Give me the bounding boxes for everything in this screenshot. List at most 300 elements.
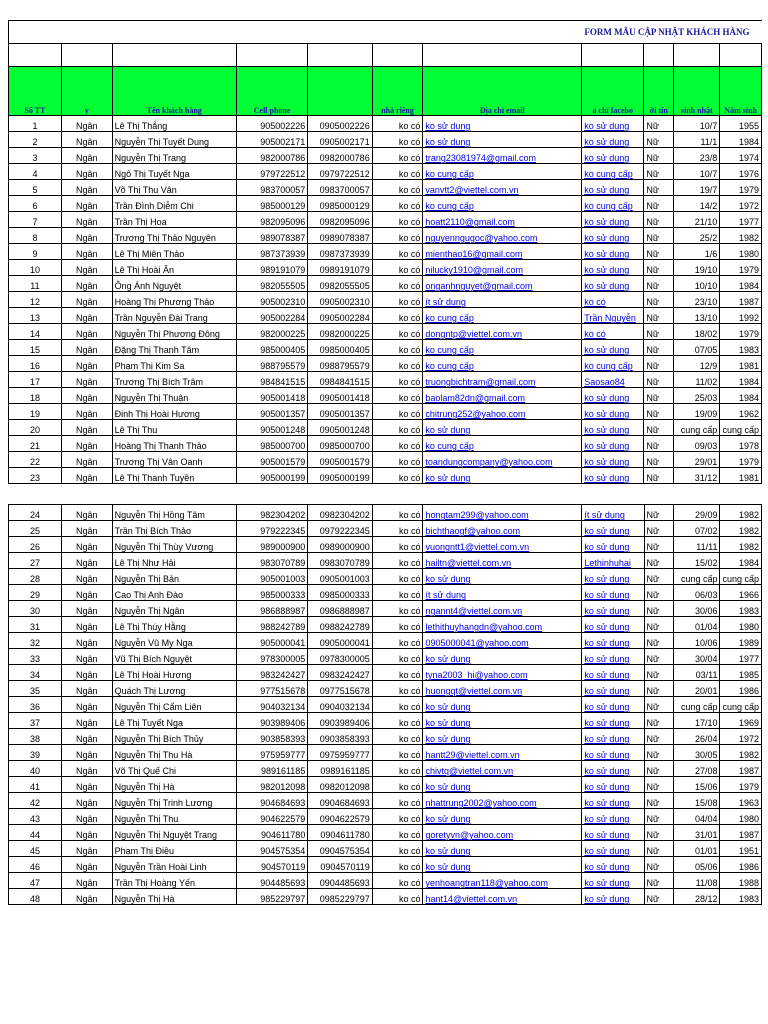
cell-cell-phone[interactable]: 905000041 [236, 633, 307, 649]
cell-y[interactable]: Ngân [61, 809, 112, 825]
cell-name[interactable]: Ông Ánh Nguyệt [112, 276, 236, 292]
cell-birth-year[interactable]: 1981 [720, 468, 762, 484]
cell-y[interactable]: Ngân [61, 276, 112, 292]
cell-birth-year[interactable]: 1977 [720, 649, 762, 665]
cell-birthday[interactable]: 30/04 [674, 649, 720, 665]
cell-phone-2[interactable]: 0982012098 [308, 777, 372, 793]
cell-cell-phone[interactable]: 904622579 [236, 809, 307, 825]
cell-phone-2[interactable]: 0978300005 [308, 649, 372, 665]
cell-stt[interactable]: 25 [9, 521, 62, 537]
cell-birthday[interactable]: 17/10 [674, 713, 720, 729]
cell-gender[interactable]: Nữ [644, 617, 674, 633]
cell-y[interactable]: Ngân [61, 292, 112, 308]
cell-email[interactable]: toandungcompany@yahoo.com [423, 452, 582, 468]
cell-y[interactable]: Ngân [61, 116, 112, 132]
cell-home[interactable]: ko có [372, 372, 423, 388]
cell-facebook[interactable]: ko sử dụng [582, 340, 644, 356]
cell-y[interactable]: Ngân [61, 601, 112, 617]
cell-facebook[interactable]: ko sử dụng [582, 521, 644, 537]
cell-name[interactable]: Trần Thị Bích Thảo [112, 521, 236, 537]
cell-birth-year[interactable]: 1986 [720, 857, 762, 873]
cell-name[interactable]: Nguyễn Thị Thu Hà [112, 745, 236, 761]
cell-birthday[interactable]: 23/10 [674, 292, 720, 308]
cell-stt[interactable]: 13 [9, 308, 62, 324]
cell-home[interactable]: ko có [372, 777, 423, 793]
cell-cell-phone[interactable]: 905001357 [236, 404, 307, 420]
cell-phone-2[interactable]: 0905000199 [308, 468, 372, 484]
cell-email[interactable]: nhattrung2002@yahoo.com [423, 793, 582, 809]
cell-cell-phone[interactable]: 982000225 [236, 324, 307, 340]
cell-gender[interactable]: Nữ [644, 521, 674, 537]
cell-stt[interactable]: 26 [9, 537, 62, 553]
cell-birth-year[interactable]: 1980 [720, 617, 762, 633]
cell-gender[interactable]: Nữ [644, 569, 674, 585]
cell-home[interactable]: ko có [372, 553, 423, 569]
cell-phone-2[interactable]: 0983700057 [308, 180, 372, 196]
cell-phone-2[interactable]: 0983242427 [308, 665, 372, 681]
cell-stt[interactable]: 41 [9, 777, 62, 793]
cell-y[interactable]: Ngân [61, 649, 112, 665]
cell-facebook[interactable]: ko sử dụng [582, 745, 644, 761]
cell-stt[interactable]: 14 [9, 324, 62, 340]
cell-stt[interactable]: 21 [9, 436, 62, 452]
cell-gender[interactable]: Nữ [644, 468, 674, 484]
cell-birthday[interactable]: 05/06 [674, 857, 720, 873]
cell-cell-phone[interactable]: 982095096 [236, 212, 307, 228]
cell-y[interactable]: Ngân [61, 164, 112, 180]
cell-email[interactable]: ko sử dụng [423, 468, 582, 484]
cell-name[interactable]: Nguyễn Thị Hồng Tâm [112, 505, 236, 521]
cell-birth-year[interactable]: 1985 [720, 665, 762, 681]
cell-facebook[interactable]: ko cung cấp [582, 196, 644, 212]
cell-birth-year[interactable]: 1969 [720, 713, 762, 729]
cell-home[interactable]: ko có [372, 713, 423, 729]
cell-phone-2[interactable]: 0904570119 [308, 857, 372, 873]
cell-birthday[interactable]: 31/01 [674, 825, 720, 841]
cell-email[interactable]: ít sử dụng [423, 292, 582, 308]
cell-stt[interactable]: 44 [9, 825, 62, 841]
cell-gender[interactable]: Nữ [644, 452, 674, 468]
cell-facebook[interactable]: Lethinhuhai [582, 553, 644, 569]
cell-birthday[interactable]: 18/02 [674, 324, 720, 340]
cell-birthday[interactable]: 23/8 [674, 148, 720, 164]
cell-y[interactable]: Ngân [61, 148, 112, 164]
cell-gender[interactable]: Nữ [644, 388, 674, 404]
cell-birth-year[interactable]: 1981 [720, 356, 762, 372]
cell-facebook[interactable]: ko sử dụng [582, 601, 644, 617]
cell-stt[interactable]: 11 [9, 276, 62, 292]
cell-home[interactable]: ko có [372, 649, 423, 665]
cell-birthday[interactable]: 11/1 [674, 132, 720, 148]
cell-birthday[interactable]: 19/09 [674, 404, 720, 420]
cell-phone-2[interactable]: 0905001003 [308, 569, 372, 585]
cell-cell-phone[interactable]: 905002310 [236, 292, 307, 308]
cell-facebook[interactable]: ko sử dụng [582, 617, 644, 633]
cell-gender[interactable]: Nữ [644, 825, 674, 841]
cell-gender[interactable]: Nữ [644, 372, 674, 388]
cell-stt[interactable]: 36 [9, 697, 62, 713]
cell-name[interactable]: Trương Thị Vân Oanh [112, 452, 236, 468]
cell-name[interactable]: Quách Thị Lương [112, 681, 236, 697]
cell-stt[interactable]: 32 [9, 633, 62, 649]
cell-gender[interactable]: Nữ [644, 340, 674, 356]
cell-birthday[interactable]: 20/01 [674, 681, 720, 697]
cell-phone-2[interactable]: 0985229797 [308, 889, 372, 905]
cell-home[interactable]: ko có [372, 404, 423, 420]
cell-name[interactable]: Đặng Thị Thanh Tâm [112, 340, 236, 356]
cell-facebook[interactable]: ko sử dụng [582, 809, 644, 825]
cell-birth-year[interactable]: 1980 [720, 244, 762, 260]
cell-y[interactable]: Ngân [61, 388, 112, 404]
cell-birthday[interactable]: 14/2 [674, 196, 720, 212]
cell-birthday[interactable]: 19/10 [674, 260, 720, 276]
cell-cell-phone[interactable]: 985000129 [236, 196, 307, 212]
cell-email[interactable]: 0905000041@yahoo.com [423, 633, 582, 649]
cell-gender[interactable]: Nữ [644, 148, 674, 164]
header-stt[interactable]: Số TT [9, 67, 62, 116]
header-phone-2[interactable] [308, 67, 372, 116]
cell-facebook[interactable]: ko sử dụng [582, 681, 644, 697]
cell-cell-phone[interactable]: 982012098 [236, 777, 307, 793]
cell-stt[interactable]: 34 [9, 665, 62, 681]
cell-cell-phone[interactable]: 988242789 [236, 617, 307, 633]
cell-home[interactable]: ko có [372, 617, 423, 633]
cell-cell-phone[interactable]: 978300005 [236, 649, 307, 665]
cell-phone-2[interactable]: 0982000786 [308, 148, 372, 164]
cell-name[interactable]: Phạm Thị Kim Sa [112, 356, 236, 372]
cell-home[interactable]: ko có [372, 420, 423, 436]
cell-email[interactable]: ko sử dụng [423, 841, 582, 857]
cell-home[interactable]: ko có [372, 697, 423, 713]
header-facebook[interactable]: a chỉ facebo [582, 67, 644, 116]
cell-email[interactable]: yenhoangtran118@yahoo.com [423, 873, 582, 889]
cell-birth-year[interactable]: 1986 [720, 681, 762, 697]
cell-stt[interactable]: 9 [9, 244, 62, 260]
cell-stt[interactable]: 5 [9, 180, 62, 196]
cell-birth-year[interactable]: 1992 [720, 308, 762, 324]
cell-home[interactable]: ko có [372, 729, 423, 745]
cell-facebook[interactable]: ko sử dụng [582, 841, 644, 857]
cell-stt[interactable]: 39 [9, 745, 62, 761]
cell-home[interactable]: ko có [372, 873, 423, 889]
cell-y[interactable]: Ngân [61, 537, 112, 553]
cell-facebook[interactable]: ko sử dụng [582, 889, 644, 905]
cell-home[interactable]: ko có [372, 809, 423, 825]
cell-stt[interactable]: 20 [9, 420, 62, 436]
cell-facebook[interactable]: ko sử dụng [582, 777, 644, 793]
cell-cell-phone[interactable]: 985000700 [236, 436, 307, 452]
cell-birth-year[interactable]: 1963 [720, 793, 762, 809]
cell-phone-2[interactable]: 0985000129 [308, 196, 372, 212]
cell-phone-2[interactable]: 0982055505 [308, 276, 372, 292]
cell-phone-2[interactable]: 0905002226 [308, 116, 372, 132]
cell-home[interactable]: ko có [372, 537, 423, 553]
cell-name[interactable]: Trương Thị Bích Trâm [112, 372, 236, 388]
cell-phone-2[interactable]: 0979222345 [308, 521, 372, 537]
cell-cell-phone[interactable]: 985229797 [236, 889, 307, 905]
header-gender[interactable]: ới tín [644, 67, 674, 116]
cell-email[interactable]: onganhnguyet@gmail.com [423, 276, 582, 292]
cell-cell-phone[interactable]: 904485693 [236, 873, 307, 889]
cell-name[interactable]: Nguyễn Thị Thuận [112, 388, 236, 404]
cell-facebook[interactable]: ko sử dụng [582, 468, 644, 484]
cell-cell-phone[interactable]: 985000405 [236, 340, 307, 356]
cell-birthday[interactable]: cung cấp [674, 697, 720, 713]
cell-home[interactable]: ko có [372, 196, 423, 212]
cell-home[interactable]: ko có [372, 308, 423, 324]
cell-cell-phone[interactable]: 905001579 [236, 452, 307, 468]
cell-stt[interactable]: 28 [9, 569, 62, 585]
cell-cell-phone[interactable]: 903858393 [236, 729, 307, 745]
cell-gender[interactable]: Nữ [644, 553, 674, 569]
cell-gender[interactable]: Nữ [644, 777, 674, 793]
cell-gender[interactable]: Nữ [644, 180, 674, 196]
cell-email[interactable]: nguyenngugoc@yahoo.com [423, 228, 582, 244]
cell-y[interactable]: Ngân [61, 697, 112, 713]
cell-birthday[interactable]: 07/05 [674, 340, 720, 356]
cell-y[interactable]: Ngân [61, 308, 112, 324]
cell-name[interactable]: Nguyễn Thị Trinh Lương [112, 793, 236, 809]
cell-name[interactable]: Nguyễn Thị Hà [112, 777, 236, 793]
cell-name[interactable]: Đinh Thị Hoài Hương [112, 404, 236, 420]
cell-email[interactable]: nilucky1910@gmail.com [423, 260, 582, 276]
cell-facebook[interactable]: ko có [582, 292, 644, 308]
cell-cell-phone[interactable]: 984841515 [236, 372, 307, 388]
cell-gender[interactable]: Nữ [644, 324, 674, 340]
cell-cell-phone[interactable]: 987373939 [236, 244, 307, 260]
cell-y[interactable]: Ngân [61, 777, 112, 793]
cell-home[interactable]: ko có [372, 601, 423, 617]
cell-birthday[interactable]: 25/03 [674, 388, 720, 404]
cell-y[interactable]: Ngân [61, 617, 112, 633]
cell-phone-2[interactable]: 0903858393 [308, 729, 372, 745]
cell-y[interactable]: Ngân [61, 356, 112, 372]
cell-y[interactable]: Ngân [61, 372, 112, 388]
cell-facebook[interactable]: ko sử dụng [582, 148, 644, 164]
cell-facebook[interactable]: ko sử dụng [582, 132, 644, 148]
header-y[interactable]: y [61, 67, 112, 116]
cell-facebook[interactable]: ko sử dụng [582, 649, 644, 665]
cell-phone-2[interactable]: 0982000225 [308, 324, 372, 340]
cell-y[interactable]: Ngân [61, 729, 112, 745]
cell-y[interactable]: Ngân [61, 745, 112, 761]
cell-email[interactable]: ko cung cấp [423, 356, 582, 372]
cell-birthday[interactable]: 15/02 [674, 553, 720, 569]
cell-y[interactable]: Ngân [61, 260, 112, 276]
cell-facebook[interactable]: ko cung cấp [582, 164, 644, 180]
cell-birth-year[interactable]: 1983 [720, 601, 762, 617]
cell-gender[interactable]: Nữ [644, 404, 674, 420]
cell-stt[interactable]: 24 [9, 505, 62, 521]
cell-phone-2[interactable]: 0987373939 [308, 244, 372, 260]
cell-facebook[interactable]: ko sử dụng [582, 452, 644, 468]
cell-email[interactable]: ko cung cấp [423, 308, 582, 324]
cell-birthday[interactable]: 10/7 [674, 164, 720, 180]
cell-home[interactable]: ko có [372, 356, 423, 372]
cell-cell-phone[interactable]: 904575354 [236, 841, 307, 857]
cell-birthday[interactable]: 11/02 [674, 372, 720, 388]
cell-phone-2[interactable]: 0905002171 [308, 132, 372, 148]
cell-email[interactable]: hongtam299@yahoo.com [423, 505, 582, 521]
cell-y[interactable]: Ngân [61, 873, 112, 889]
cell-y[interactable]: Ngân [61, 857, 112, 873]
cell-birth-year[interactable]: 1984 [720, 276, 762, 292]
cell-cell-phone[interactable]: 983242427 [236, 665, 307, 681]
cell-facebook[interactable]: ko sử dụng [582, 116, 644, 132]
cell-stt[interactable]: 29 [9, 585, 62, 601]
cell-birth-year[interactable]: 1979 [720, 777, 762, 793]
cell-cell-phone[interactable]: 982304202 [236, 505, 307, 521]
cell-cell-phone[interactable]: 975959777 [236, 745, 307, 761]
cell-birth-year[interactable]: 1955 [720, 116, 762, 132]
header-home[interactable]: nhà riêng [372, 67, 423, 116]
cell-home[interactable]: ko có [372, 180, 423, 196]
cell-cell-phone[interactable]: 905002171 [236, 132, 307, 148]
cell-phone-2[interactable]: 0985000405 [308, 340, 372, 356]
cell-y[interactable]: Ngân [61, 889, 112, 905]
cell-cell-phone[interactable]: 905002226 [236, 116, 307, 132]
cell-birth-year[interactable]: 1988 [720, 873, 762, 889]
cell-facebook[interactable]: ko sử dụng [582, 857, 644, 873]
cell-birthday[interactable]: 1/6 [674, 244, 720, 260]
cell-birthday[interactable]: 03/11 [674, 665, 720, 681]
cell-home[interactable]: ko có [372, 452, 423, 468]
cell-birth-year[interactable]: 1982 [720, 745, 762, 761]
cell-birthday[interactable]: 11/08 [674, 873, 720, 889]
cell-name[interactable]: Lê Thị Hoài Hương [112, 665, 236, 681]
cell-y[interactable]: Ngân [61, 825, 112, 841]
cell-cell-phone[interactable]: 905002284 [236, 308, 307, 324]
cell-phone-2[interactable]: 0985000333 [308, 585, 372, 601]
cell-birth-year[interactable]: 1982 [720, 521, 762, 537]
cell-facebook[interactable]: ko cung cấp [582, 356, 644, 372]
cell-birth-year[interactable]: 1976 [720, 164, 762, 180]
cell-cell-phone[interactable]: 982000786 [236, 148, 307, 164]
cell-email[interactable]: chivtq@viettel.com.vn [423, 761, 582, 777]
cell-facebook[interactable]: ko có [582, 324, 644, 340]
cell-birthday[interactable]: cung cấp [674, 420, 720, 436]
cell-name[interactable]: Cao Thị Anh Đào [112, 585, 236, 601]
cell-email[interactable]: vanvtt2@viettel.com.vn [423, 180, 582, 196]
cell-email[interactable]: huongqt@viettel.com.vn [423, 681, 582, 697]
cell-stt[interactable]: 38 [9, 729, 62, 745]
cell-home[interactable]: ko có [372, 681, 423, 697]
cell-y[interactable]: Ngân [61, 212, 112, 228]
cell-gender[interactable]: Nữ [644, 356, 674, 372]
cell-home[interactable]: ko có [372, 292, 423, 308]
cell-y[interactable]: Ngân [61, 553, 112, 569]
cell-name[interactable]: Trương Thị Thảo Nguyên [112, 228, 236, 244]
cell-facebook[interactable]: ko sử dụng [582, 404, 644, 420]
cell-stt[interactable]: 2 [9, 132, 62, 148]
cell-facebook[interactable]: ko sử dụng [582, 276, 644, 292]
cell-birth-year[interactable]: 1979 [720, 180, 762, 196]
cell-phone-2[interactable]: 0983070789 [308, 553, 372, 569]
cell-cell-phone[interactable]: 988795579 [236, 356, 307, 372]
cell-facebook[interactable]: Saosao84 [582, 372, 644, 388]
cell-y[interactable]: Ngân [61, 633, 112, 649]
cell-stt[interactable]: 48 [9, 889, 62, 905]
cell-name[interactable]: Trần Đình Diễm Chi [112, 196, 236, 212]
cell-name[interactable]: Nguyễn Thị Thùy Vương [112, 537, 236, 553]
cell-y[interactable]: Ngân [61, 340, 112, 356]
cell-facebook[interactable]: ko sử dụng [582, 873, 644, 889]
cell-phone-2[interactable]: 0985000700 [308, 436, 372, 452]
cell-y[interactable]: Ngân [61, 324, 112, 340]
cell-cell-phone[interactable]: 905000199 [236, 468, 307, 484]
cell-gender[interactable]: Nữ [644, 537, 674, 553]
cell-birthday[interactable]: 12/9 [674, 356, 720, 372]
cell-gender[interactable]: Nữ [644, 665, 674, 681]
cell-birthday[interactable]: 10/7 [674, 116, 720, 132]
cell-stt[interactable]: 33 [9, 649, 62, 665]
cell-facebook[interactable]: ko sử dụng [582, 569, 644, 585]
cell-birth-year[interactable]: 1979 [720, 452, 762, 468]
cell-birth-year[interactable]: 1984 [720, 553, 762, 569]
header-birth-year[interactable]: Năm sinh [720, 67, 762, 116]
cell-email[interactable]: ít sử dụng [423, 585, 582, 601]
cell-cell-phone[interactable]: 904570119 [236, 857, 307, 873]
cell-gender[interactable]: Nữ [644, 713, 674, 729]
cell-email[interactable]: ko cung cấp [423, 196, 582, 212]
cell-cell-phone[interactable]: 905001003 [236, 569, 307, 585]
cell-home[interactable]: ko có [372, 388, 423, 404]
cell-gender[interactable]: Nữ [644, 164, 674, 180]
cell-home[interactable]: ko có [372, 633, 423, 649]
cell-name[interactable]: Lê Thị Thắng [112, 116, 236, 132]
cell-home[interactable]: ko có [372, 889, 423, 905]
cell-facebook[interactable]: ko sử dụng [582, 697, 644, 713]
cell-phone-2[interactable]: 0905001579 [308, 452, 372, 468]
cell-name[interactable]: Nguyễn Thị Bản [112, 569, 236, 585]
cell-phone-2[interactable]: 0975959777 [308, 745, 372, 761]
cell-facebook[interactable]: ko sử dụng [582, 585, 644, 601]
cell-birthday[interactable]: 30/05 [674, 745, 720, 761]
cell-home[interactable]: ko có [372, 761, 423, 777]
cell-cell-phone[interactable]: 905001248 [236, 420, 307, 436]
cell-y[interactable]: Ngân [61, 585, 112, 601]
cell-phone-2[interactable]: 0904611780 [308, 825, 372, 841]
cell-stt[interactable]: 42 [9, 793, 62, 809]
cell-facebook[interactable]: ko sử dụng [582, 633, 644, 649]
cell-email[interactable]: ko sử dụng [423, 809, 582, 825]
cell-gender[interactable]: Nữ [644, 260, 674, 276]
cell-name[interactable]: Nguyễn Thị Trang [112, 148, 236, 164]
cell-stt[interactable]: 17 [9, 372, 62, 388]
cell-name[interactable]: Nguyễn Trần Hoài Linh [112, 857, 236, 873]
cell-facebook[interactable]: ko sử dụng [582, 244, 644, 260]
cell-birth-year[interactable]: 1983 [720, 340, 762, 356]
cell-birth-year[interactable]: 1982 [720, 537, 762, 553]
cell-birthday[interactable]: 26/04 [674, 729, 720, 745]
cell-y[interactable]: Ngân [61, 420, 112, 436]
cell-birthday[interactable]: 06/03 [674, 585, 720, 601]
cell-gender[interactable]: Nữ [644, 132, 674, 148]
cell-birthday[interactable]: 01/01 [674, 841, 720, 857]
cell-phone-2[interactable]: 0979722512 [308, 164, 372, 180]
cell-email[interactable]: mienthao16@gmail.com [423, 244, 582, 260]
cell-birth-year[interactable]: 1980 [720, 809, 762, 825]
cell-name[interactable]: Nguyễn Thị Nguyệt Trang [112, 825, 236, 841]
cell-gender[interactable]: Nữ [644, 601, 674, 617]
cell-facebook[interactable]: ko sử dụng [582, 713, 644, 729]
cell-email[interactable]: ko sử dụng [423, 697, 582, 713]
cell-phone-2[interactable]: 0989078387 [308, 228, 372, 244]
cell-home[interactable]: ko có [372, 857, 423, 873]
cell-email[interactable]: ko sử dụng [423, 713, 582, 729]
cell-gender[interactable]: Nữ [644, 809, 674, 825]
cell-birthday[interactable]: 29/01 [674, 452, 720, 468]
